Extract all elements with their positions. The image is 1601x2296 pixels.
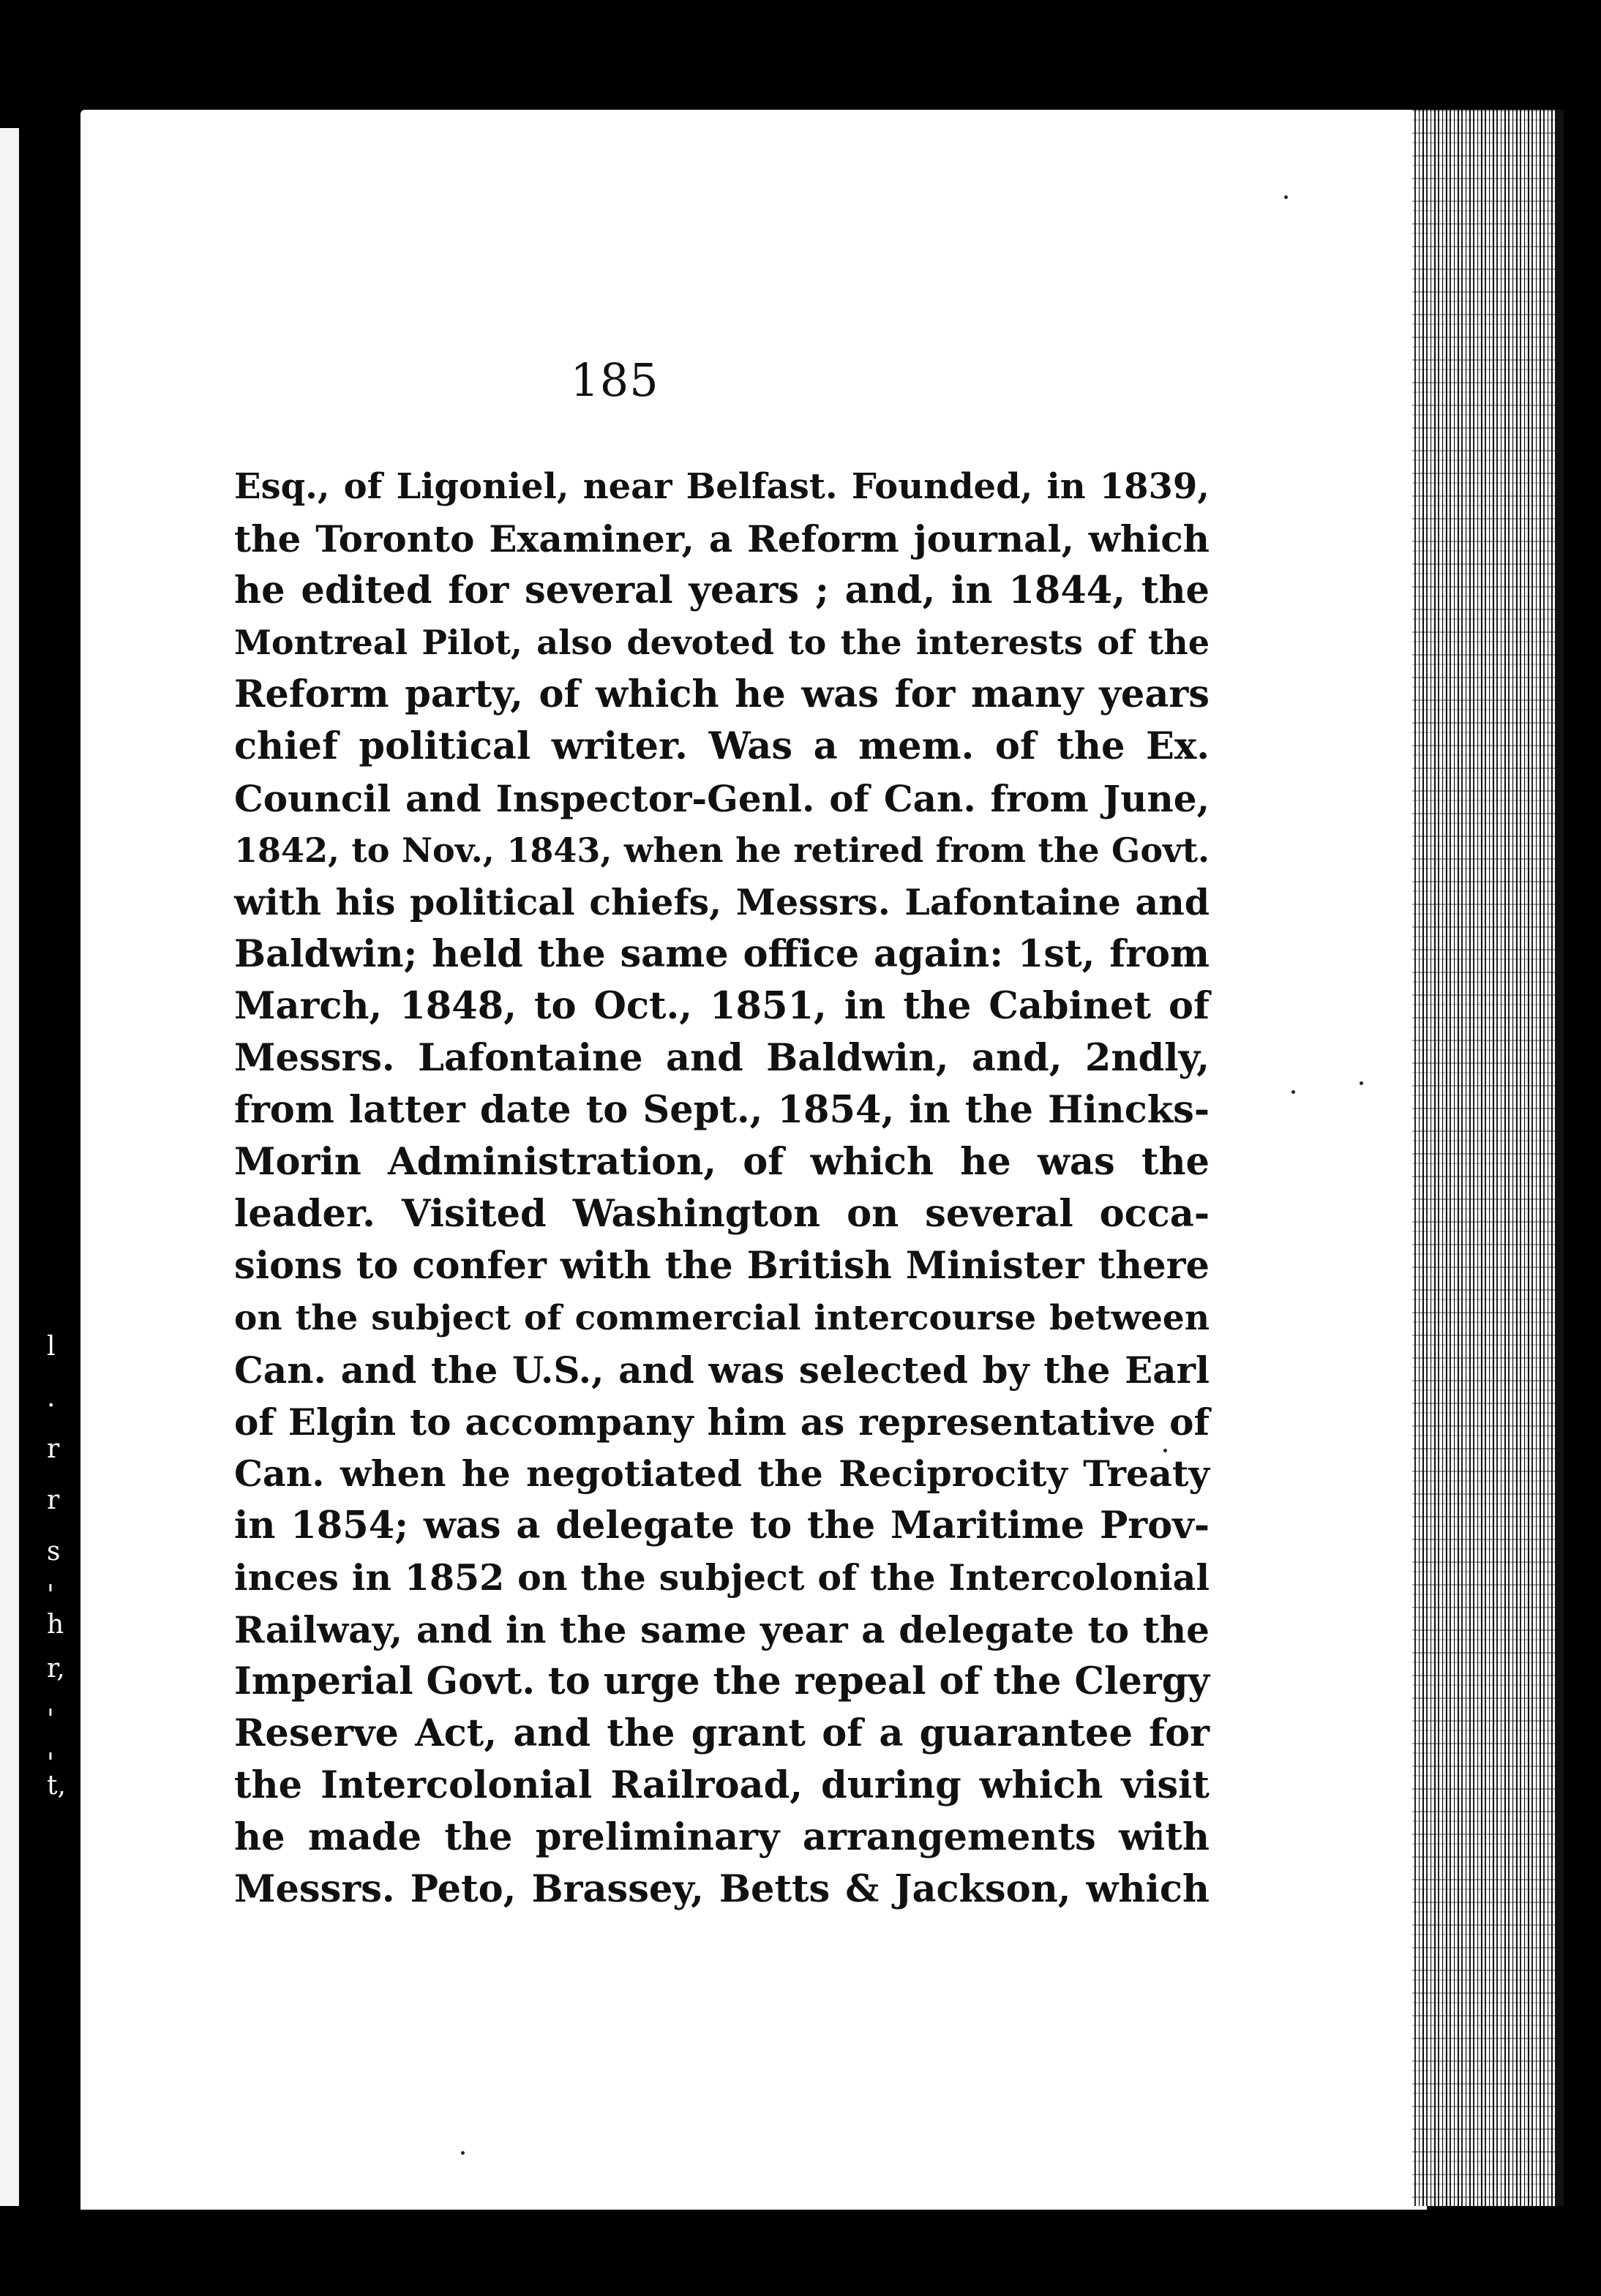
text-line: from latter date to Sept., 1854, in the Hincks-: [234, 1088, 1210, 1132]
text-line: 1842, to Nov., 1843, when he retired from the Govt.: [234, 830, 1210, 870]
gutter-glyph: l: [47, 1332, 56, 1362]
gutter-glyph: h: [47, 1610, 64, 1640]
text-line: on the subject of commercial intercourse between: [234, 1298, 1210, 1338]
text-line: in 1854; was a delegate to the Maritime Prov-: [234, 1504, 1210, 1547]
text-line: with his political chiefs, Messrs. Lafontaine and: [234, 881, 1210, 923]
text-line: chief political writer. Was a mem. of the Ex.: [234, 724, 1210, 768]
gutter-glyph: r,: [47, 1654, 65, 1684]
text-line: he made the preliminary arrangements with: [234, 1815, 1210, 1859]
text-line: Esq., of Ligoniel, near Belfast. Founded, in 1839,: [234, 466, 1210, 507]
gutter-glyph: s: [47, 1537, 61, 1567]
text-line: sions to confer with the British Minister there: [234, 1244, 1210, 1288]
text-line: Montreal Pilot, also devoted to the interests of the: [234, 623, 1210, 662]
text-line: Imperial Govt. to urge the repeal of the Clergy: [234, 1659, 1210, 1703]
scan-speck: [1284, 195, 1288, 199]
text-line: Can. when he negotiated the Reciprocity Treaty: [234, 1452, 1210, 1495]
page-edge-shadow: [1555, 110, 1564, 2206]
gutter-glyph: .: [47, 1383, 56, 1413]
text-line: Can. and the U.S., and was selected by the Earl: [234, 1348, 1210, 1392]
text-line: of Elgin to accompany him as representative of: [234, 1400, 1210, 1444]
text-line: the Toronto Examiner, a Reform journal, which: [234, 517, 1210, 560]
gutter-glyph: r: [47, 1485, 60, 1515]
text-line: Railway, and in the same year a delegate to the: [234, 1608, 1210, 1651]
gutter-glyph: t,: [47, 1771, 66, 1801]
gutter-glyph: r: [47, 1434, 60, 1464]
gutter-glyph: ': [47, 1580, 54, 1610]
text-line: he edited for several years ; and, in 1844, the: [234, 569, 1210, 612]
page-body-text: [234, 461, 1210, 1916]
text-line: Reserve Act, and the grant of a guarantee for: [234, 1711, 1210, 1755]
text-line: Council and Inspector-Genl. of Can. from June,: [234, 777, 1210, 820]
facing-page-edge: [0, 128, 19, 2206]
text-line: Messrs. Lafontaine and Baldwin, and, 2ndly,: [234, 1036, 1210, 1080]
text-line: Messrs. Peto, Brassey, Betts & Jackson, which: [234, 1867, 1210, 1911]
gutter-glyph: ': [47, 1749, 54, 1779]
page-number: 185: [570, 353, 659, 407]
gutter-glyph: ': [47, 1705, 54, 1735]
book-page: [80, 110, 1427, 2210]
text-line: March, 1848, to Oct., 1851, in the Cabinet of: [234, 984, 1210, 1028]
text-line: Baldwin; held the same office again: 1st, from: [234, 932, 1210, 976]
text-line: the Intercolonial Railroad, during which visit: [234, 1763, 1210, 1807]
text-line: inces in 1852 on the subject of the Intercolonial: [234, 1556, 1210, 1599]
scan-speck: [1163, 1449, 1167, 1452]
scan-speck: [1360, 1081, 1363, 1085]
text-line: leader. Visited Washington on several occa-: [234, 1192, 1210, 1236]
stacked-page-edges: [1412, 110, 1555, 2206]
scan-speck: [1291, 1090, 1295, 1094]
text-line: Morin Administration, of which he was the: [234, 1140, 1210, 1184]
scan-speck: [461, 2151, 465, 2155]
facing-page-gutter-text: [26, 1332, 66, 1801]
text-line: Reform party, of which he was for many years: [234, 672, 1210, 716]
